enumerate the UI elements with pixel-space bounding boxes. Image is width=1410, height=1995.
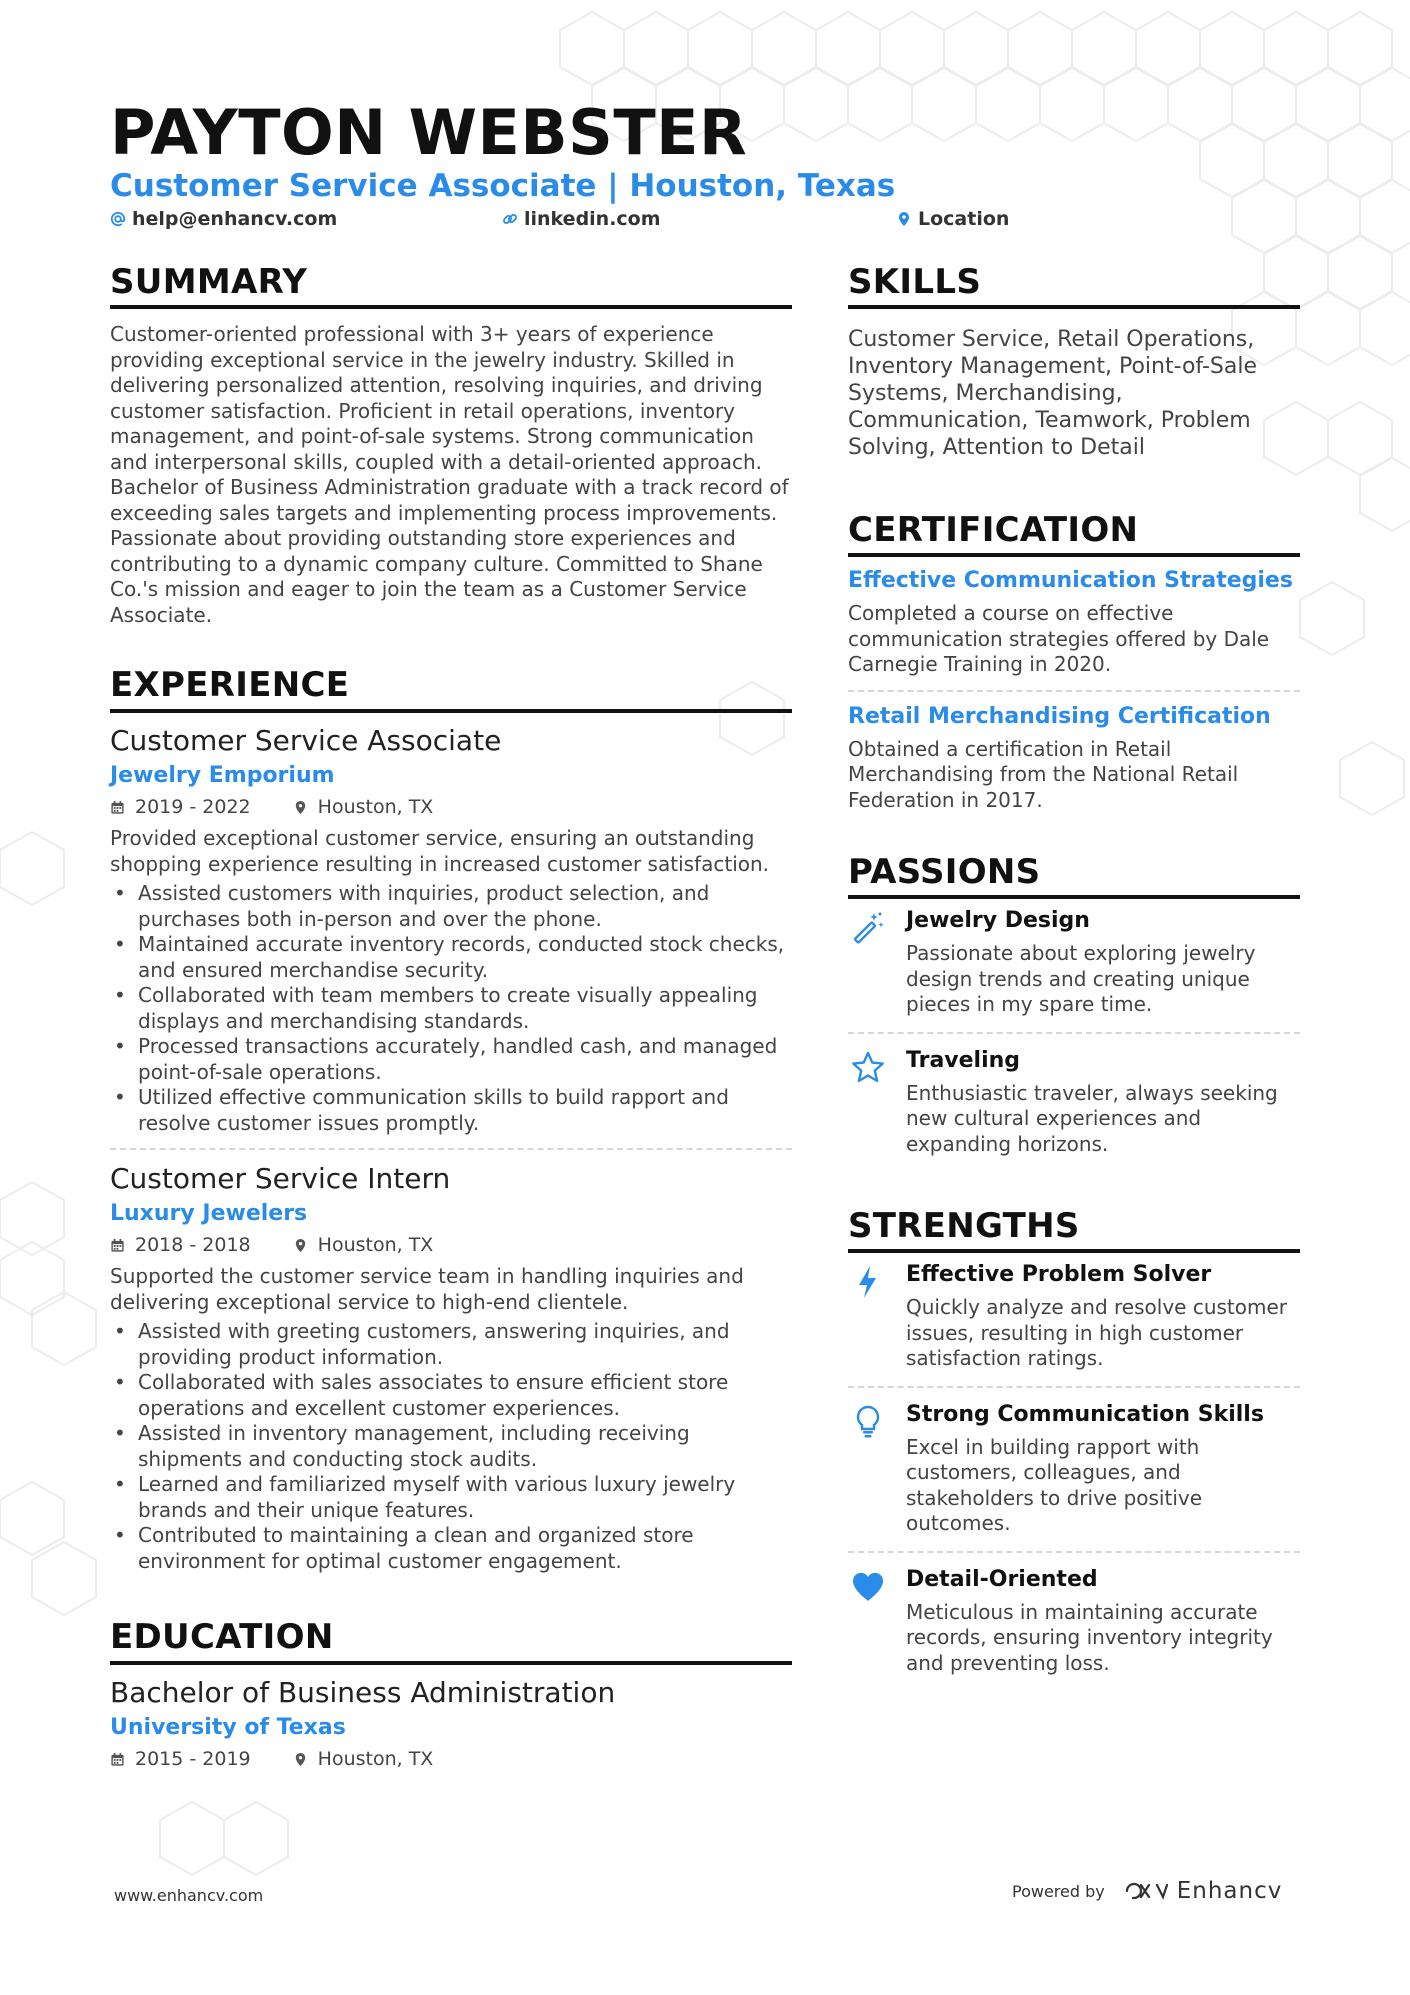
certification-rule xyxy=(848,553,1300,557)
location-contact xyxy=(896,208,1009,230)
job-description: Provided exceptional customer service, ensuring an outstanding shopping experience resulting in increased customer satisfaction. xyxy=(110,826,770,876)
bullet-item: • Learned and familiarized myself with various luxury jewelry brands and their unique features. xyxy=(110,1472,792,1523)
certification-title: Effective Communication Strategies xyxy=(848,568,1293,593)
job-dates: 2018 - 2018 xyxy=(135,1234,251,1256)
star-icon xyxy=(850,1050,886,1086)
bullet-item: • Utilized effective communication skills to build rapport and resolve customer issues promptly. xyxy=(110,1085,792,1136)
strength-item xyxy=(848,1402,1300,1537)
job-description: Supported the customer service team in handling inquiries and delivering exceptional service to high-end clientele. xyxy=(110,1264,744,1314)
summary-rule xyxy=(110,305,792,309)
education-rule xyxy=(110,1661,792,1665)
magic-wand-icon xyxy=(850,910,886,946)
degree-title: Bachelor of Business Administration xyxy=(110,1676,616,1709)
job-location: Houston, TX xyxy=(317,796,434,818)
company-name: Luxury Jewelers xyxy=(110,1201,308,1226)
strength-item xyxy=(848,1567,1300,1677)
map-pin-icon xyxy=(293,1752,308,1767)
skills-heading: SKILLS xyxy=(848,262,982,302)
lightning-icon xyxy=(850,1264,886,1300)
certification-description: Completed a course on effective communication strategies offered by Dale Carnegie Training in 2020. xyxy=(848,601,1270,676)
candidate-subtitle: Customer Service Associate | Houston, Texas xyxy=(110,168,896,204)
strength-title: Detail-Oriented xyxy=(906,1566,1098,1592)
job-bullets xyxy=(110,1319,792,1574)
skills-text: Customer Service, Retail Operations, Inventory Management, Point-of-Sale Systems, Merchandising, Communication, Teamwork, Problem Solving, Attention to Detail xyxy=(848,327,1257,460)
education-location: Houston, TX xyxy=(317,1748,434,1770)
summary-text: Customer-oriented professional with 3+ years of experience providing exceptional service in the jewelry industry. Skilled in delivering personalized attention, resolving inquiries, and driving customer satisfaction. Proficient in retail operations, inventory management, and point-of-sale systems. Strong communication and interpersonal skills, coupled with a detail-oriented approach. Bachelor of Business Administration graduate with a track record of exceeding sales targets and implementing process improvements. Passionate about providing outstanding store experiences and contributing to a dynamic company culture. Committed to Shane Co.'s mission and eager to join the team as a Customer Service Associate. xyxy=(110,322,789,627)
calendar-icon xyxy=(110,1752,125,1767)
certification-item xyxy=(848,568,1300,678)
bullet-item: • Assisted in inventory management, including receiving shipments and conducting stock audits. xyxy=(110,1421,792,1472)
summary-heading: SUMMARY xyxy=(110,262,308,302)
bullet-item: • Contributed to maintaining a clean and organized store environment for optimal customer engagement. xyxy=(110,1523,792,1574)
powered-by-label: Powered by xyxy=(1012,1881,1105,1901)
passion-title: Traveling xyxy=(906,1047,1021,1073)
linkedin-contact[interactable] xyxy=(502,208,661,230)
strength-description: Quickly analyze and resolve customer issues, resulting in high customer satisfaction ratings. xyxy=(906,1295,1288,1370)
job-bullets xyxy=(110,881,792,1136)
passions-rule xyxy=(848,895,1300,899)
passion-description: Enthusiastic traveler, always seeking new cultural experiences and expanding horizons. xyxy=(906,1080,1278,1156)
strength-title: Effective Problem Solver xyxy=(906,1262,1212,1287)
lightbulb-icon xyxy=(850,1404,886,1440)
passions-list xyxy=(848,908,1300,1157)
experience-entry xyxy=(110,724,792,1150)
bullet-item: • Collaborated with team members to create visually appealing displays and merchandising standards. xyxy=(110,983,792,1034)
certification-list xyxy=(848,568,1300,813)
bullet-item: • Maintained accurate inventory records, conducted stock checks, and ensured merchandise security. xyxy=(110,932,792,983)
entry-divider xyxy=(848,1551,1300,1553)
heart-icon xyxy=(850,1569,886,1605)
bullet-item: • Collaborated with sales associates to ensure efficient store operations and excellent customer experiences. xyxy=(110,1370,792,1421)
linkedin-text: linkedin.com xyxy=(524,208,661,230)
experience-rule xyxy=(110,709,792,713)
entry-divider xyxy=(848,1032,1300,1034)
job-meta xyxy=(110,1234,792,1256)
certification-item xyxy=(848,704,1300,814)
brand-name: Enhancv xyxy=(1176,1878,1283,1904)
at-icon xyxy=(110,211,126,227)
strengths-heading: STRENGTHS xyxy=(848,1206,1080,1246)
footer-branding[interactable] xyxy=(1012,1878,1282,1904)
school-name: University of Texas xyxy=(110,1715,346,1740)
location-text: Location xyxy=(918,208,1010,230)
strength-description: Excel in building rapport with customers, colleagues, and stakeholders to drive positive outcomes. xyxy=(906,1434,1203,1535)
email-text: help@enhancv.com xyxy=(132,208,338,230)
bullet-item: • Assisted customers with inquiries, product selection, and purchases both in-person and over the phone. xyxy=(110,881,792,932)
company-name: Jewelry Emporium xyxy=(110,763,335,788)
bullet-item: • Processed transactions accurately, handled cash, and managed point-of-sale operations. xyxy=(110,1034,792,1085)
calendar-icon xyxy=(110,1238,125,1253)
link-icon xyxy=(502,211,518,227)
email-contact[interactable] xyxy=(110,208,337,230)
entry-divider xyxy=(848,690,1300,692)
strength-title: Strong Communication Skills xyxy=(906,1401,1264,1427)
education-meta xyxy=(110,1748,792,1770)
certification-description: Obtained a certification in Retail Merchandising from the National Retail Federation in 2017. xyxy=(848,736,1239,812)
education-entry xyxy=(110,1676,792,1770)
job-dates: 2019 - 2022 xyxy=(135,796,251,818)
strength-item xyxy=(848,1262,1300,1372)
enhancv-logo-icon xyxy=(1123,1879,1169,1903)
job-meta xyxy=(110,796,792,818)
education-heading: EDUCATION xyxy=(110,1617,334,1657)
entry-divider xyxy=(110,1148,792,1150)
map-pin-icon xyxy=(293,800,308,815)
entry-divider xyxy=(848,1386,1300,1388)
certification-title: Retail Merchandising Certification xyxy=(848,703,1271,729)
map-pin-icon xyxy=(896,211,912,227)
job-title: Customer Service Intern xyxy=(110,1162,451,1195)
experience-heading: EXPERIENCE xyxy=(110,665,350,705)
bullet-item: • Assisted with greeting customers, answering inquiries, and providing product information. xyxy=(110,1319,792,1370)
certification-heading: CERTIFICATION xyxy=(848,510,1139,550)
skills-rule xyxy=(848,305,1300,309)
calendar-icon xyxy=(110,800,125,815)
strengths-rule xyxy=(848,1249,1300,1253)
passion-title: Jewelry Design xyxy=(906,908,1090,933)
experience-entry xyxy=(110,1162,792,1574)
footer-website[interactable]: www.enhancv.com xyxy=(114,1886,264,1905)
strength-description: Meticulous in maintaining accurate records, ensuring inventory integrity and preventing loss. xyxy=(906,1599,1273,1675)
strengths-list xyxy=(848,1262,1300,1676)
map-pin-icon xyxy=(293,1238,308,1253)
job-location: Houston, TX xyxy=(317,1234,434,1256)
candidate-name: PAYTON WEBSTER xyxy=(110,96,748,169)
brand-logo xyxy=(1123,1878,1283,1904)
job-title: Customer Service Associate xyxy=(110,724,502,757)
passion-item xyxy=(848,908,1300,1018)
passions-heading: PASSIONS xyxy=(848,852,1041,892)
passion-item xyxy=(848,1048,1300,1158)
education-dates: 2015 - 2019 xyxy=(135,1748,251,1770)
passion-description: Passionate about exploring jewelry design trends and creating unique pieces in my spare time. xyxy=(906,941,1256,1016)
